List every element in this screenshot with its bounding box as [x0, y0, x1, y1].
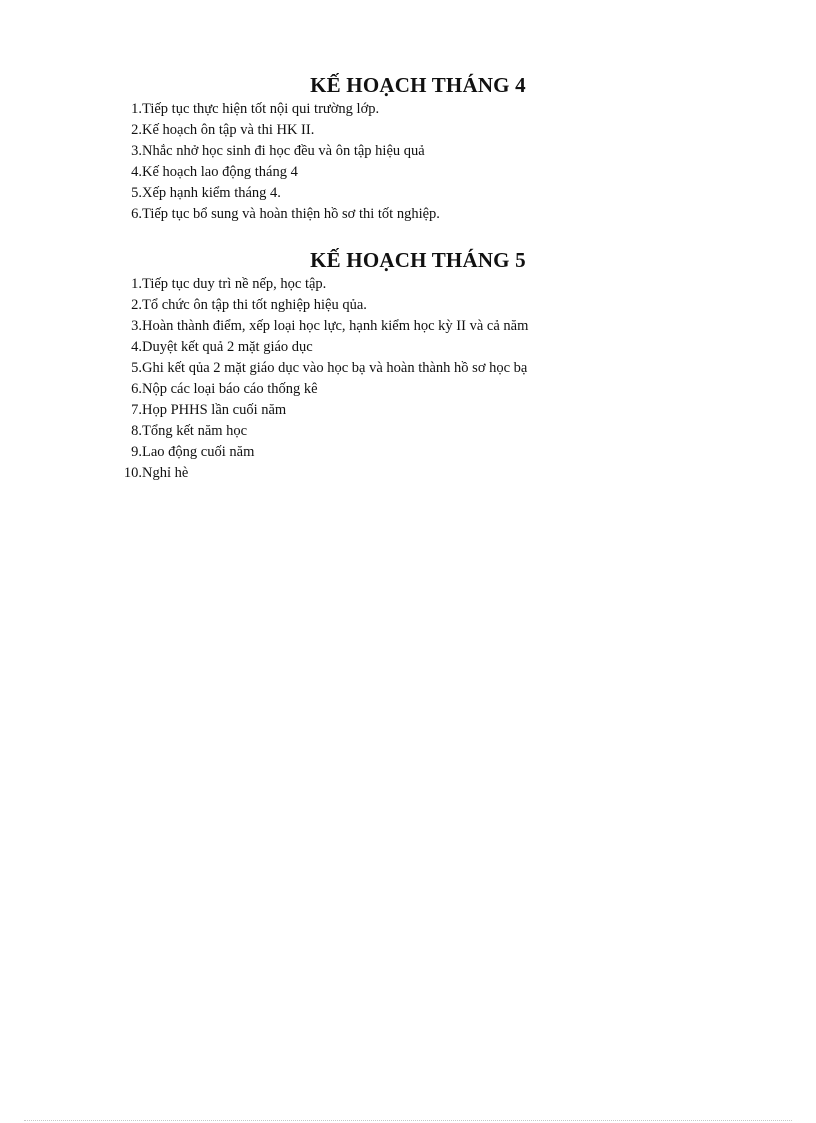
item-number: 3.	[131, 143, 142, 159]
list-item	[116, 379, 716, 400]
plan-may-list	[116, 274, 716, 484]
list-item	[116, 162, 716, 183]
item-text: Tổ chức ôn tập thi tốt nghiệp hiệu qủa.	[142, 297, 367, 313]
item-number: 7.	[131, 402, 142, 418]
item-text: Hoàn thành điểm, xếp loại học lực, hạnh kiểm học kỳ II và cả năm	[142, 318, 529, 334]
item-text: Nghỉ hè	[142, 465, 189, 481]
item-number: 6.	[131, 206, 142, 222]
list-item	[116, 463, 716, 484]
item-text: Tiếp tục bổ sung và hoàn thiện hồ sơ thi tốt nghiệp.	[142, 206, 440, 222]
item-text: Kế hoạch lao động tháng 4	[142, 164, 298, 180]
list-item	[116, 120, 716, 141]
list-item	[116, 421, 716, 442]
item-number: 1.	[131, 101, 142, 117]
item-number: 3.	[131, 318, 142, 334]
item-number: 5.	[131, 185, 142, 201]
item-text: Xếp hạnh kiểm tháng 4.	[142, 185, 281, 201]
item-text: Nộp các loại báo cáo thống kê	[142, 381, 318, 397]
item-text: Tiếp tục thực hiện tốt nội qui trường lớp.	[142, 101, 380, 117]
list-item	[116, 358, 716, 379]
item-number: 9.	[131, 444, 142, 460]
item-text: Tiếp tục duy trì nề nếp, học tập.	[142, 276, 327, 292]
item-number: 5.	[131, 360, 142, 376]
list-item	[116, 400, 716, 421]
item-number: 8.	[131, 423, 142, 439]
list-item	[116, 442, 716, 463]
item-number: 10.	[123, 465, 142, 481]
item-text: Tổng kết năm học	[142, 423, 248, 439]
item-text: Nhắc nhở học sinh đi học đều và ôn tập hiệu quả	[142, 143, 425, 159]
list-item	[116, 141, 716, 162]
item-text: Duyệt kết quả 2 mặt giáo dục	[142, 339, 313, 355]
item-text: Ghi kết qủa 2 mặt giáo dục vào học bạ và hoàn thành hồ sơ học bạ	[142, 360, 528, 376]
list-item	[116, 316, 716, 337]
list-item	[116, 337, 716, 358]
plan-april-list	[116, 99, 716, 225]
item-number: 4.	[131, 339, 142, 355]
item-number: 4.	[131, 164, 142, 180]
plan-april-title: KẾ HOẠCH THÁNG 4	[310, 73, 526, 97]
plan-april-section	[116, 72, 716, 225]
item-number: 6.	[131, 381, 142, 397]
list-item	[116, 295, 716, 316]
item-text: Họp PHHS lần cuối năm	[142, 402, 287, 418]
item-text: Lao động cuối năm	[142, 444, 255, 460]
list-item	[116, 99, 716, 120]
page-bottom-divider	[24, 1120, 792, 1121]
list-item	[116, 204, 716, 225]
item-number: 2.	[131, 122, 142, 138]
list-item	[116, 183, 716, 204]
item-number: 2.	[131, 297, 142, 313]
plan-may-title: KẾ HOẠCH THÁNG 5	[310, 248, 526, 272]
list-item	[116, 274, 716, 295]
item-text: Kế hoạch ôn tập và thi HK II.	[142, 122, 315, 138]
item-number: 1.	[131, 276, 142, 292]
plan-may-section	[116, 247, 716, 484]
